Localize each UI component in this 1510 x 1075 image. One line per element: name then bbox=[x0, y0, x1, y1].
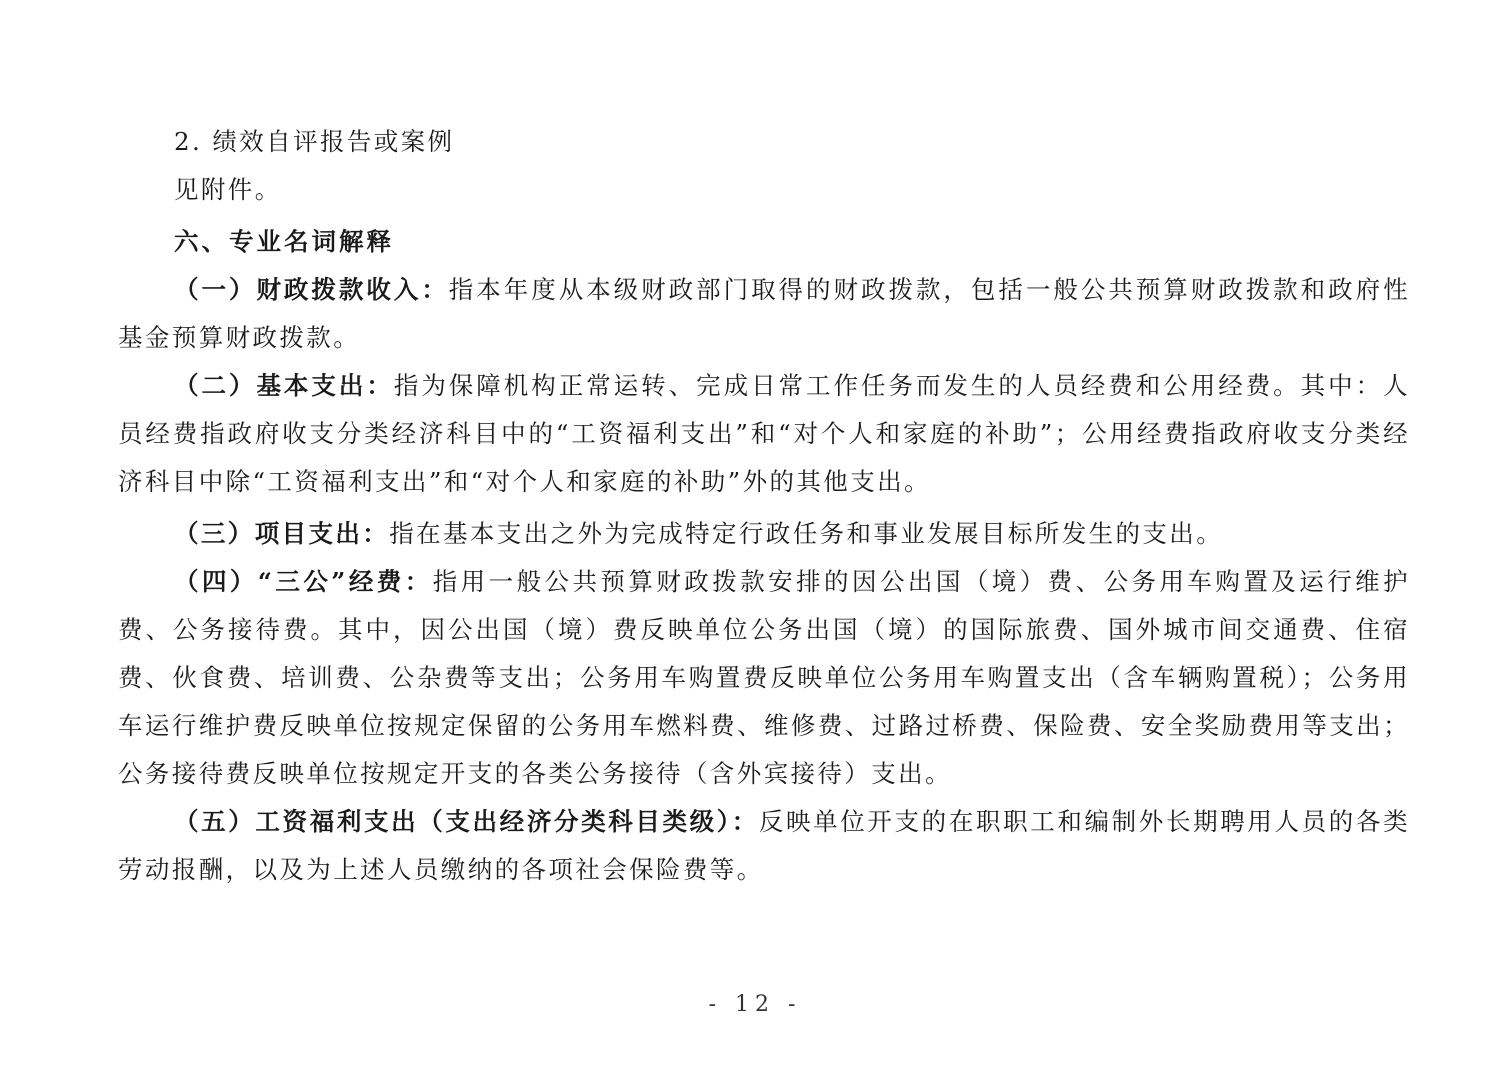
definition-5 bbox=[118, 798, 1410, 894]
definition-3-text: 指在基本支出之外为完成特定行政任务和事业发展目标所发生的支出。 bbox=[389, 519, 1224, 548]
section-2-title: 2. 绩效自评报告或案例 bbox=[174, 127, 455, 156]
page-number: - 12 - bbox=[708, 992, 802, 1017]
definition-5-text: 反映单位开支的在职职工和编制外长期聘用人员的各类劳动报酬，以及为上述人员缴纳的各项社会保险费等。 bbox=[118, 807, 1410, 884]
definition-1-text: 指本年度从本级财政部门取得的财政拨款，包括一般公共预算财政拨款和政府性基金预算财政拨款。 bbox=[118, 275, 1410, 352]
definition-3 bbox=[118, 510, 1410, 558]
document-body bbox=[118, 118, 1410, 894]
definition-4-term: （四）“三公”经费： bbox=[174, 567, 433, 596]
definition-4-text: 指用一般公共预算财政拨款安排的因公出国（境）费、公务用车购置及运行维护费、公务接待费。其中，因公出国（境）费反映单位公务出国（境）的国际旅费、国外城市间交通费、住宿费、伙食费、培训费、公杂费等支出；公务用车购置费反映单位公务用车购置支出（含车辆购置税）；公务用车运行维护费反映单位按规定保留的公务用车燃料费、维修费、过路过桥费、保险费、安全奖励费用等支出；公务接待费反映单位按规定开支的各类公务接待（含外宾接待）支出。 bbox=[118, 567, 1411, 788]
definition-5-term: （五）工资福利支出（支出经济分类科目类级）： bbox=[174, 807, 759, 836]
definition-2-term: （二）基本支出： bbox=[174, 371, 394, 400]
definition-3-term: （三）项目支出： bbox=[174, 519, 390, 548]
definition-4 bbox=[118, 558, 1410, 798]
section-2-body: 见附件。 bbox=[174, 175, 282, 204]
definition-2 bbox=[118, 362, 1410, 506]
definition-1-term: （一）财政拨款收入： bbox=[174, 275, 449, 304]
definition-1 bbox=[118, 266, 1410, 362]
section-6-heading: 六、专业名词解释 bbox=[174, 227, 394, 256]
definition-2-text: 指为保障机构正常运转、完成日常工作任务而发生的人员经费和公用经费。其中：人员经费指政府收支分类经济科目中的“工资福利支出”和“对个人和家庭的补助”；公用经费指政府收支分类经济科目中除“工资福利支出”和“对个人和家庭的补助”外的其他支出。 bbox=[118, 371, 1411, 496]
